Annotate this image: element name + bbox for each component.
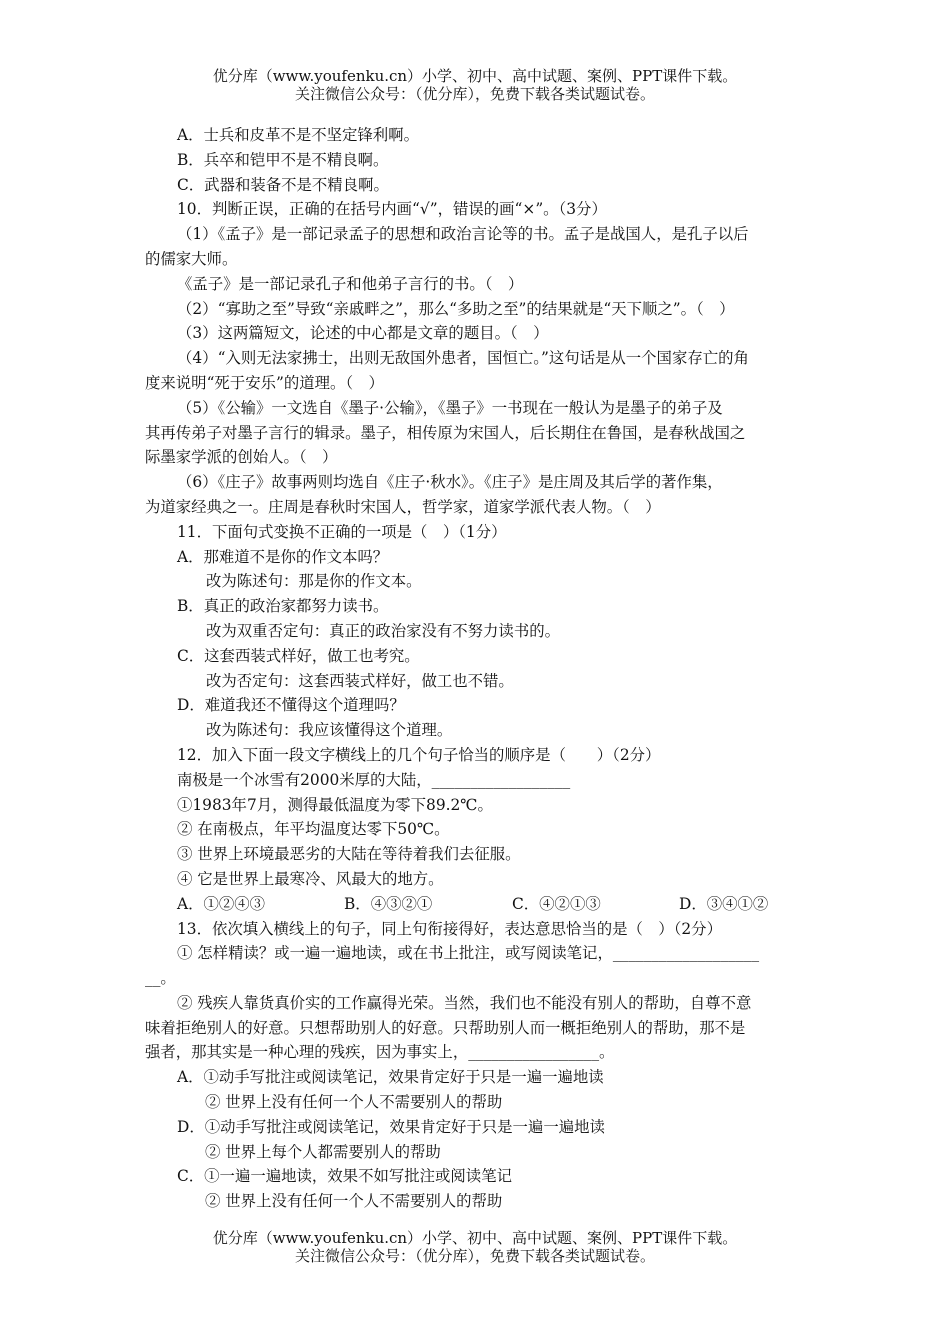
q10-item-1: （1）《孟子》是一部记录孟子的思想和政治言论等的书。孟子是战国人，是孔子以后 [177, 225, 749, 244]
q11-option-a: A．那难道不是你的作文本吗？ [177, 547, 389, 566]
q13-option-a-2: ② 世界上没有任何一个人不需要别人的帮助 [205, 1093, 503, 1112]
q10-item-4: （4）“入则无法家拂士，出则无敌国外患者，国恒亡。”这句话是从一个国家存亡的角 [177, 349, 749, 368]
q13-option-c-1: C．①一遍一遍地读，效果不如写批注或阅读笔记 [177, 1167, 512, 1186]
q12-passage: 南极是一个冰雪有2000米厚的大陆，__________________ [177, 770, 571, 789]
q11-option-c: C．这套西装式样好，做工也考究。 [177, 646, 420, 665]
q11-option-d-detail: 改为陈述句：我应该懂得这个道理。 [206, 721, 453, 740]
q12-option-d: D．③④①② [679, 894, 769, 913]
q10-title: 10．判断正误，正确的在括号内画“√”，错误的画“×”。（3分） [177, 200, 607, 219]
q10-item-6-cont: 为道家经典之一。庄周是春秋时宋国人，哲学家，道家学派代表人物。（ ） [145, 497, 661, 516]
q13-passage-1-cont: __。 [145, 969, 176, 988]
q11-title: 11．下面句式变换不正确的一项是（ ）（1分） [177, 522, 507, 541]
q12-option-a: A．①②④③ [177, 894, 266, 913]
header-line-2: 关注微信公众号：（优分库），免费下载各类试题试卷。 [294, 85, 655, 103]
q12-title: 12．加入下面一段文字横线上的几个句子恰当的顺序是（ ）（2分） [177, 745, 661, 764]
q13-title: 13．依次填入横线上的句子，同上句衔接得好，表达意思恰当的是（ ）（2分） [177, 919, 722, 938]
q10-item-3: （3）这两篇短文，论述的中心都是文章的题目。（ ） [177, 324, 549, 343]
footer-line-2: 关注微信公众号：（优分库），免费下载各类试题试卷。 [294, 1247, 655, 1265]
q12-sentence-1: ①1983年7月，测得最低温度为零下89.2℃。 [177, 795, 493, 814]
header-line-1: 优分库（www.youfenku.cn）小学、初中、高中试题、案例、PPT课件下载。 [212, 67, 738, 85]
q11-option-c-detail: 改为否定句：这套西装式样好，做工也不错。 [206, 671, 514, 690]
q9-option-a: A．士兵和皮革不是不坚定锋利啊。 [177, 126, 419, 144]
q10-item-5: （5）《公输》一文选自《墨子·公输》，《墨子》一书现在一般认为是墨子的弟子及 [177, 398, 723, 417]
document-body [145, 123, 810, 1214]
q10-item-1-cont: 的儒家大师。 [145, 249, 238, 268]
q11-option-d: D．难道我还不懂得这个道理吗？ [177, 696, 405, 715]
q13-option-d-2: ② 世界上每个人都需要别人的帮助 [205, 1142, 441, 1161]
q12-sentence-3: ③ 世界上环境最恶劣的大陆在等待着我们去征服。 [177, 845, 521, 864]
page-footer [0, 1229, 950, 1265]
q13-option-c-2: ② 世界上没有任何一个人不需要别人的帮助 [205, 1192, 503, 1211]
q13-passage-1: ① 怎样精读？或一遍一遍地读，或在书上批注，或写阅读笔记，___________________ [177, 944, 760, 963]
q9-option-c: C．武器和装备不是不精良啊。 [177, 175, 389, 194]
q13-passage-2-cont-2: 强者，那其实是一种心理的残疾，因为事实上，_________________。 [145, 1043, 615, 1062]
q12-sentence-2: ② 在南极点，年平均温度达零下50℃。 [177, 820, 450, 839]
q13-option-a-1: A．①动手写批注或阅读笔记，效果肯定好于只是一遍一遍地读 [177, 1068, 604, 1087]
q10-item-1-statement: 《孟子》是一部记录孔子和他弟子言行的书。（ ） [177, 274, 524, 293]
q13-passage-2: ② 残疾人靠货真价实的工作赢得光荣。当然，我们也不能没有别人的帮助，自尊不意 [177, 993, 752, 1012]
q10-item-4-cont: 度来说明“死于安乐”的道理。（ ） [145, 373, 384, 392]
q12-sentence-4: ④ 它是世界上最寒冷、风最大的地方。 [177, 869, 444, 888]
q10-item-5-cont-2: 际墨家学派的创始人。（ ） [145, 448, 338, 467]
q12-options [145, 892, 810, 917]
q10-item-2: （2）“寡助之至”导致“亲戚畔之”，那么“多助之至”的结果就是“天下顺之”。（ ） [177, 299, 735, 318]
footer-line-1: 优分库（www.youfenku.cn）小学、初中、高中试题、案例、PPT课件下载。 [212, 1229, 738, 1247]
q13-option-d-1: D．①动手写批注或阅读笔记，效果肯定好于只是一遍一遍地读 [177, 1117, 605, 1136]
q9-option-b: B．兵卒和铠甲不是不精良啊。 [177, 150, 389, 169]
q13-passage-2-cont-1: 味着拒绝别人的好意。只想帮助别人的好意。只帮助别人而一概拒绝别人的帮助，那不是 [145, 1018, 746, 1037]
q10-item-5-cont-1: 其再传弟子对墨子言行的辑录。墨子，相传原为宋国人，后长期住在鲁国，是春秋战国之 [145, 423, 746, 442]
q11-option-a-detail: 改为陈述句：那是你的作文本。 [206, 572, 422, 591]
q11-option-b-detail: 改为双重否定句：真正的政治家没有不努力读书的。 [206, 621, 560, 640]
q11-option-b: B．真正的政治家都努力读书。 [177, 597, 389, 616]
q12-option-c: C．④②①③ [512, 894, 601, 913]
page-header [0, 67, 950, 103]
q10-item-6: （6）《庄子》故事两则均选自《庄子·秋水》。《庄子》是庄周及其后学的著作集， [177, 473, 723, 492]
q12-option-b: B．④③②① [344, 894, 433, 913]
